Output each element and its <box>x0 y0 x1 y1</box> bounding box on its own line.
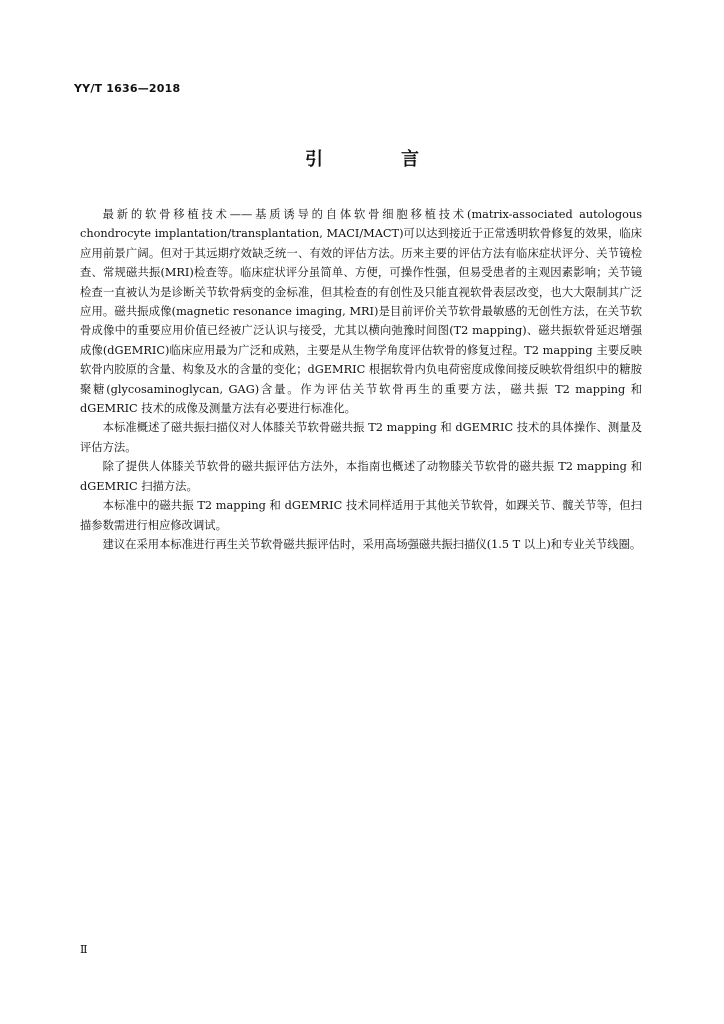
paragraph: 最新的软骨移植技术——基质诱导的自体软骨细胞移植技术(matrix-associated autologous chondrocyte implantation/transplantation, MACI/MACT)可以达到接近于正常透明软骨修复的效果，临床应用前景广阔。但对于其远期疗效缺乏统一、有效的评估方法。历来主要的评估方法有临床症状评分、关节镜检查、常规磁共振(MRI)检查等。临床症状评分虽简单、方便，可操作性强，但易受患者的主观因素影响；关节镜检查一直被认为是诊断关节软骨病变的金标准，但其检查的有创性及只能直视软骨表层改变，也大大限制其广泛应用。磁共振成像(magnetic resonance imaging, MRI)是目前评价关节软骨最敏感的无创性方法，在关节软骨成像中的重要应用价值已经被广泛认识与接受，尤其以横向弛豫时间图(T2 mapping)、磁共振软骨延迟增强成像(dGEMRIC)临床应用最为广泛和成熟，主要是从生物学角度评估软骨的修复过程。T2 mapping 主要反映软骨内胶原的含量、构象及水的含量的变化；dGEMRIC 根据软骨内负电荷密度成像间接反映软骨组织中的糖胺聚糖(glycosaminoglycan, GAG)含量。作为评估关节软骨再生的重要方法，磁共振 T2 mapping 和 dGEMRIC 技术的成像及测量方法有必要进行标准化。 <box>80 208 642 416</box>
document-body <box>80 205 642 554</box>
paragraph: 本标准中的磁共振 T2 mapping 和 dGEMRIC 技术同样适用于其他关节软骨，如踝关节、髋关节等，但扫描参数需进行相应修改调试。 <box>80 499 642 532</box>
page-number: Ⅱ <box>80 943 88 956</box>
paragraph: 本标准概述了磁共振扫描仪对人体膝关节软骨磁共振 T2 mapping 和 dGEMRIC 技术的具体操作、测量及评估方法。 <box>80 421 642 454</box>
standard-code: YY/T 1636—2018 <box>74 82 181 95</box>
paragraph: 建议在采用本标准进行再生关节软骨磁共振评估时，采用高场强磁共振扫描仪(1.5 T 以上)和专业关节线圈。 <box>102 537 642 551</box>
page-title: 引 言 <box>305 149 449 170</box>
paragraph: 除了提供人体膝关节软骨的磁共振评估方法外，本指南也概述了动物膝关节软骨的磁共振 T2 mapping 和 dGEMRIC 扫描方法。 <box>80 460 642 493</box>
